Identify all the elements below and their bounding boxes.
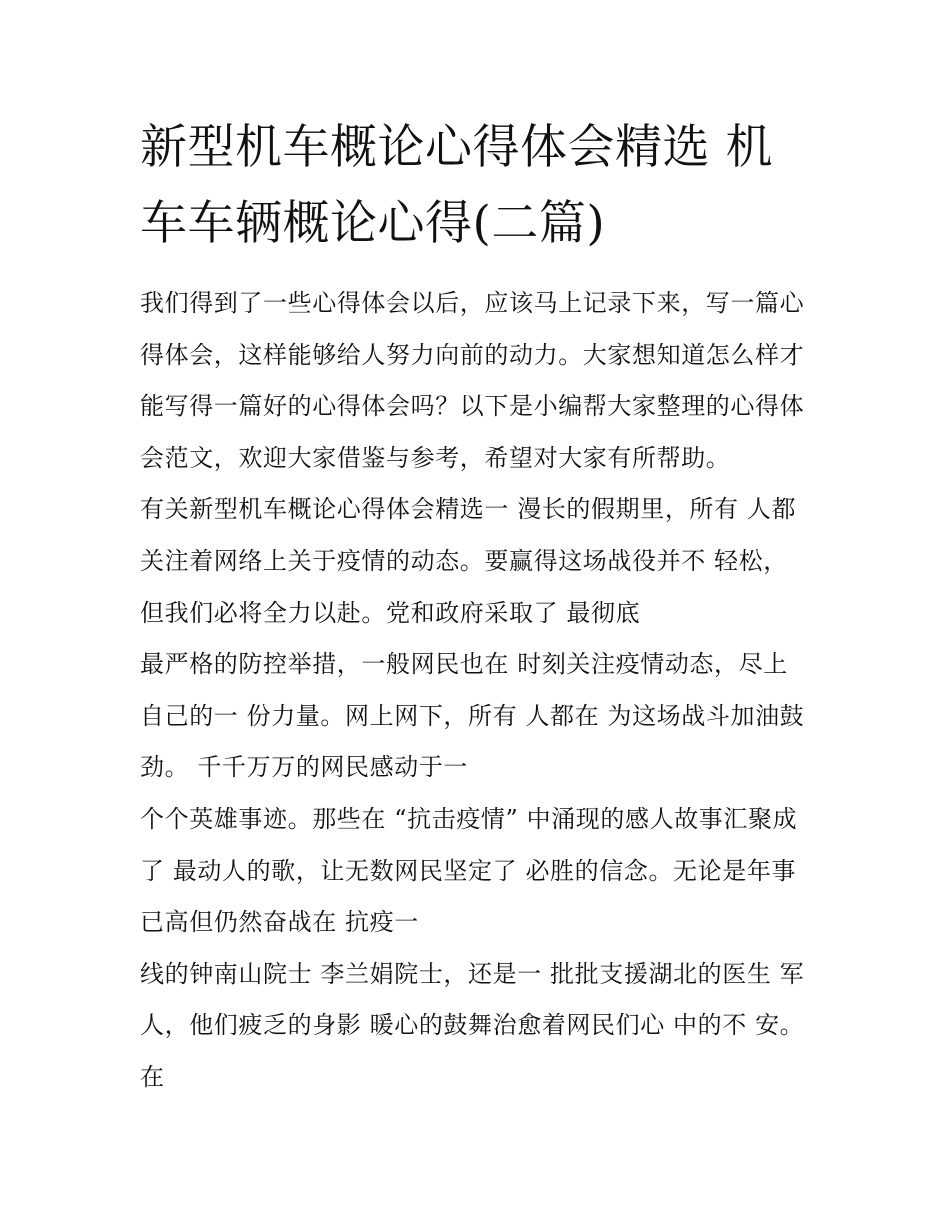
document-body [140, 278, 820, 1104]
body-line: 关注着网络上关于疫情的动态。要赢得这场战役并不 轻松， [140, 546, 788, 575]
body-line: 劲。 千千万万的网民感动于一 [140, 753, 469, 782]
body-line: 会范文，欢迎大家借鉴与参考，希望对大家有所帮助。 [140, 443, 731, 472]
body-line: 了 最动人的歌，让无数网民坚定了 必胜的信念。无论是年事 [140, 856, 797, 885]
body-line: 人，他们疲乏的身影 暖心的鼓舞治愈着网民们心 中的不 安。 [140, 1011, 805, 1040]
body-line: 最严格的防控举措，一般网民也在 时刻关注疫情动态，尽上 [140, 650, 788, 679]
body-line: 已高但仍然奋战在 抗疫一 [140, 908, 419, 937]
body-line: 有关新型机车概论心得体会精选一 漫长的假期里，所有 人都 [140, 495, 797, 524]
document-title [140, 110, 820, 262]
body-line: 我们得到了一些心得体会以后，应该马上记录下来，写一篇心 [140, 289, 805, 317]
body-line: 能写得一篇好的心得体会吗？以下是小编帮大家整理的心得体 [140, 392, 805, 421]
body-line: 自己的一 份力量。网上网下，所有 人都在 为这场战斗加油鼓 [140, 701, 805, 730]
body-line: 线的钟南山院士 李兰娟院士，还是一 批批支援湖北的医生 军 [140, 959, 805, 988]
body-line: 得体会，这样能够给人努力向前的动力。大家想知道怎么样才 [140, 340, 805, 369]
title-line-2: 车车辆概论心得(二篇) [140, 196, 606, 251]
body-line: 但我们必将全力以赴。党和政府采取了 最彻底 [140, 598, 641, 627]
title-line-1: 新型机车概论心得体会精选 机 [140, 120, 773, 175]
body-line: 在 [140, 1062, 165, 1091]
body-line: 个个英雄事迹。那些在 “抗击疫情” 中涌现的感人故事汇聚成 [140, 804, 798, 833]
